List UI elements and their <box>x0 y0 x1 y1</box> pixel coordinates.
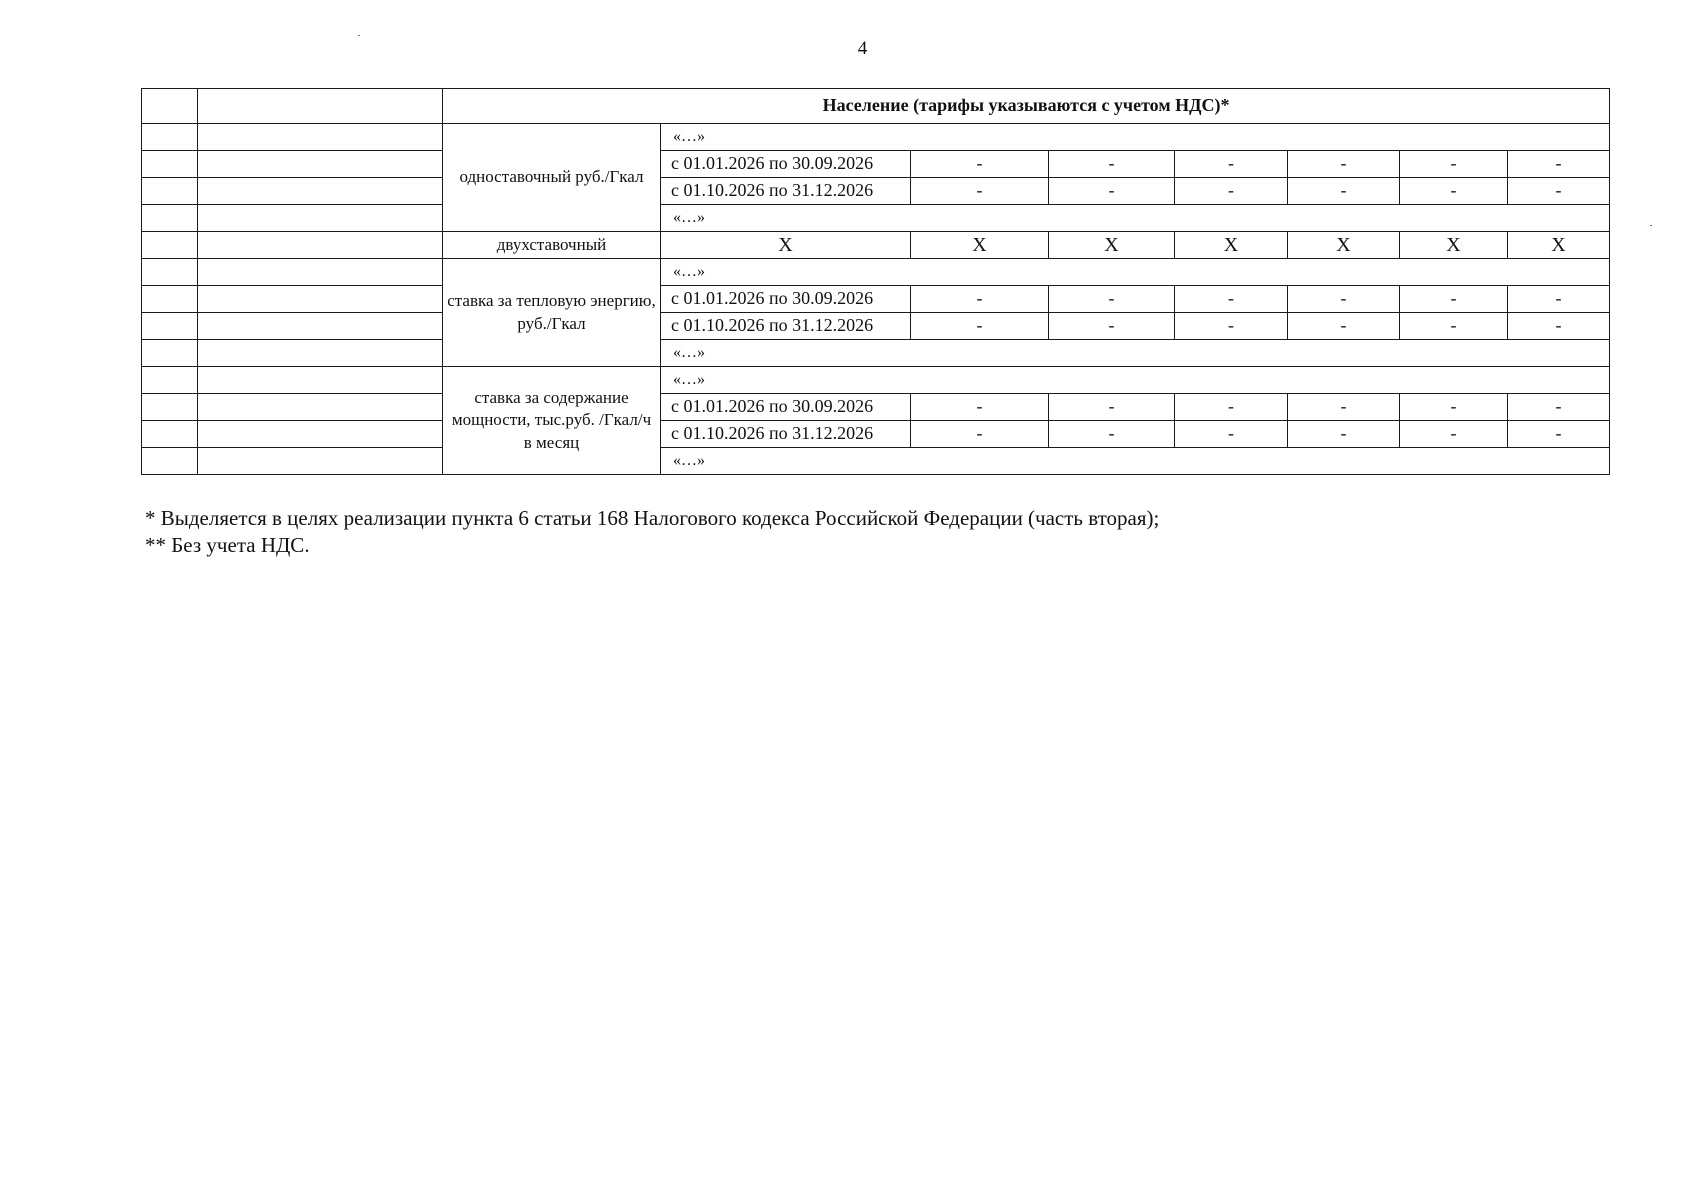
x-cell: X <box>1049 232 1175 259</box>
organization-cell <box>198 259 443 286</box>
value-cell: - <box>1175 313 1288 340</box>
value-cell: - <box>1288 313 1400 340</box>
ellipsis-cell: «…» <box>661 259 1610 286</box>
value-cell: - <box>1508 313 1610 340</box>
number-cell <box>142 232 198 259</box>
table-row <box>142 448 1610 475</box>
value-cell: - <box>1508 421 1610 448</box>
organization-cell <box>198 151 443 178</box>
organization-cell <box>198 232 443 259</box>
organization-cell <box>198 89 443 124</box>
table-row <box>142 259 1610 286</box>
tariff-table <box>141 88 1610 475</box>
value-cell: - <box>911 313 1049 340</box>
value-cell: - <box>1508 178 1610 205</box>
x-cell: X <box>911 232 1049 259</box>
value-cell: - <box>911 151 1049 178</box>
value-cell: - <box>1175 151 1288 178</box>
number-cell <box>142 124 198 151</box>
ellipsis-cell: «…» <box>661 340 1610 367</box>
table-row <box>142 367 1610 394</box>
ellipsis-cell: «…» <box>661 205 1610 232</box>
table-row <box>142 286 1610 313</box>
table-row <box>142 124 1610 151</box>
value-cell: - <box>911 286 1049 313</box>
period-cell: с 01.10.2026 по 31.12.2026 <box>661 421 911 448</box>
ellipsis-cell: «…» <box>661 448 1610 475</box>
organization-cell <box>198 286 443 313</box>
ellipsis-cell: «…» <box>661 124 1610 151</box>
number-cell <box>142 394 198 421</box>
value-cell: - <box>911 394 1049 421</box>
value-cell: - <box>1288 421 1400 448</box>
value-cell: - <box>1049 313 1175 340</box>
value-cell: - <box>1400 151 1508 178</box>
period-cell: с 01.10.2026 по 31.12.2026 <box>661 313 911 340</box>
number-cell <box>142 421 198 448</box>
table-row <box>142 205 1610 232</box>
value-cell: - <box>1175 421 1288 448</box>
scan-speck <box>358 35 360 36</box>
table-row <box>142 151 1610 178</box>
value-cell: - <box>1288 286 1400 313</box>
tariff-type-label: ставка за тепловую энергию, руб./Гкал <box>443 259 661 367</box>
page-number: 4 <box>857 38 868 59</box>
x-cell: X <box>1288 232 1400 259</box>
section-header: Население (тарифы указываются с учетом НДС)* <box>443 89 1610 124</box>
value-cell: - <box>1400 394 1508 421</box>
table-row <box>142 340 1610 367</box>
ellipsis-cell: «…» <box>661 367 1610 394</box>
footnote-without-vat: ** Без учета НДС. <box>145 533 310 558</box>
value-cell: - <box>1175 286 1288 313</box>
table-row <box>142 178 1610 205</box>
number-cell <box>142 89 198 124</box>
tariff-type-label: двухставочный <box>443 232 661 259</box>
organization-cell <box>198 394 443 421</box>
organization-cell <box>198 313 443 340</box>
value-cell: - <box>1400 313 1508 340</box>
footnotes <box>145 505 1159 560</box>
value-cell: - <box>1175 178 1288 205</box>
tariff-type-label: ставка за содержание мощности, тыс.руб. /Гкал/ч в месяц <box>443 367 661 475</box>
x-cell: X <box>1400 232 1508 259</box>
table-row <box>142 421 1610 448</box>
table-body <box>142 89 1610 475</box>
organization-cell <box>198 367 443 394</box>
value-cell: - <box>1400 421 1508 448</box>
x-cell: X <box>661 232 911 259</box>
table-row <box>142 232 1610 259</box>
value-cell: - <box>1508 151 1610 178</box>
organization-cell <box>198 448 443 475</box>
value-cell: - <box>1508 286 1610 313</box>
footnote-vat-allocation: * Выделяется в целях реализации пункта 6 статьи 168 Налогового кодекса Российской Федерации (часть вторая); <box>145 506 1160 530</box>
value-cell: - <box>1288 394 1400 421</box>
x-cell: X <box>1175 232 1288 259</box>
number-cell <box>142 448 198 475</box>
organization-cell <box>198 340 443 367</box>
period-cell: с 01.01.2026 по 30.09.2026 <box>661 151 911 178</box>
value-cell: - <box>911 178 1049 205</box>
table-row <box>142 313 1610 340</box>
value-cell: - <box>1400 286 1508 313</box>
organization-cell <box>198 124 443 151</box>
organization-cell <box>198 421 443 448</box>
value-cell: - <box>1288 151 1400 178</box>
table-row <box>142 394 1610 421</box>
value-cell: - <box>911 421 1049 448</box>
scan-speck <box>1650 225 1652 226</box>
value-cell: - <box>1400 178 1508 205</box>
number-cell <box>142 340 198 367</box>
number-cell <box>142 367 198 394</box>
number-cell <box>142 151 198 178</box>
value-cell: - <box>1049 394 1175 421</box>
number-cell <box>142 259 198 286</box>
value-cell: - <box>1508 394 1610 421</box>
period-cell: с 01.01.2026 по 30.09.2026 <box>661 394 911 421</box>
x-cell: X <box>1508 232 1610 259</box>
number-cell <box>142 313 198 340</box>
value-cell: - <box>1049 178 1175 205</box>
number-cell <box>142 178 198 205</box>
value-cell: - <box>1049 286 1175 313</box>
table-row <box>142 89 1610 124</box>
organization-cell <box>198 205 443 232</box>
period-cell: с 01.01.2026 по 30.09.2026 <box>661 286 911 313</box>
value-cell: - <box>1049 151 1175 178</box>
value-cell: - <box>1049 421 1175 448</box>
value-cell: - <box>1288 178 1400 205</box>
period-cell: с 01.10.2026 по 31.12.2026 <box>661 178 911 205</box>
number-cell <box>142 286 198 313</box>
value-cell: - <box>1175 394 1288 421</box>
tariff-type-label: одноставочный руб./Гкал <box>443 124 661 232</box>
organization-cell <box>198 178 443 205</box>
number-cell <box>142 205 198 232</box>
